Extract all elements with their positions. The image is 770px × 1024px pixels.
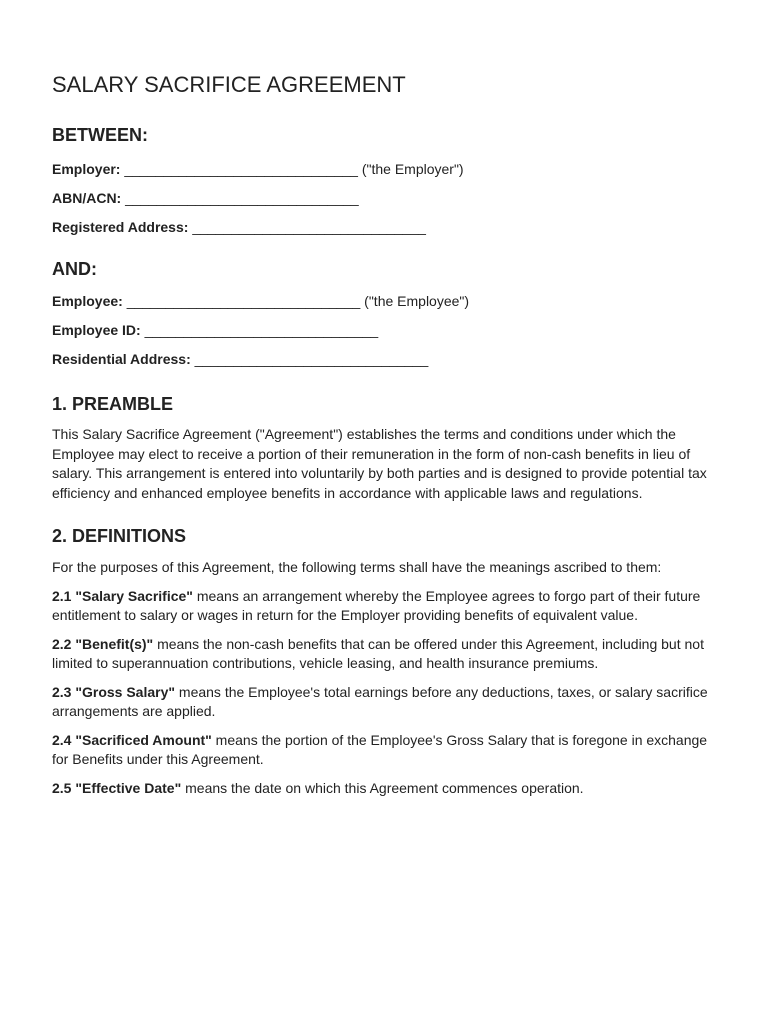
definition-item [52, 587, 722, 626]
definitions-heading: 2. DEFINITIONS [52, 526, 187, 546]
definitions-intro: For the purposes of this Agreement, the following terms shall have the meanings ascribed to them: [52, 559, 662, 575]
employee-id-label: Employee ID: [52, 322, 141, 338]
between-heading: BETWEEN: [52, 125, 148, 145]
document-title: SALARY SACRIFICE AGREEMENT [52, 72, 406, 97]
definition-item [52, 683, 722, 722]
definition-term: 2.4 "Sacrificed Amount" [52, 731, 212, 748]
definition-item [52, 779, 722, 799]
abn-value: ______________________________ [125, 190, 359, 206]
employee-value: ______________________________ ("the Employee") [126, 293, 470, 309]
definition-text: means the portion of the Employee's Gross Salary that is foregone in exchange for Benefits under this Agreement. [52, 731, 708, 767]
abn-field [52, 189, 722, 207]
residential-address-field [52, 350, 722, 368]
registered-address-value: ______________________________ [192, 219, 426, 235]
registered-address-label: Registered Address: [52, 219, 189, 235]
employer-field [52, 160, 722, 178]
employer-label: Employer: [52, 161, 121, 177]
employee-label: Employee: [52, 293, 123, 309]
definition-term: 2.3 "Gross Salary" [52, 683, 176, 700]
registered-address-field [52, 218, 722, 236]
definition-text: means the Employee's total earnings before any deductions, taxes, or salary sacrifice arrangements are applied. [52, 683, 708, 719]
definition-item [52, 731, 722, 770]
employee-id-value: ______________________________ [144, 322, 379, 338]
definition-text: means the date on which this Agreement commences operation. [181, 779, 584, 796]
preamble-heading: 1. PREAMBLE [52, 394, 174, 414]
preamble-text: This Salary Sacrifice Agreement ("Agreement") establishes the terms and conditions under which the Employee may elect to receive a portion of their remuneration in the form of non-cash benefits in lieu of salary. This arrangement is entered into voluntarily by both parties and is designed to provide potential tax efficiency and enhanced employee benefits in accordance with applicable laws and regulations. [52, 426, 707, 501]
definition-text: means an arrangement whereby the Employee agrees to forgo part of their future entitlement to salary or wages in return for the Employer providing benefits of equivalent value. [52, 587, 701, 623]
definition-term: 2.5 "Effective Date" [52, 779, 182, 796]
employee-id-field [52, 321, 722, 339]
employee-field [52, 292, 722, 310]
employer-value: ______________________________ ("the Employer") [124, 161, 464, 177]
definition-term: 2.1 "Salary Sacrifice" [52, 587, 193, 604]
document-body [52, 70, 722, 798]
residential-address-value: ______________________________ [194, 351, 429, 367]
and-heading: AND: [52, 259, 97, 279]
definition-item [52, 635, 722, 674]
definition-term: 2.2 "Benefit(s)" [52, 635, 154, 652]
residential-address-label: Residential Address: [52, 351, 191, 367]
abn-label: ABN/ACN: [52, 190, 122, 206]
definition-text: means the non-cash benefits that can be offered under this Agreement, including but not limited to superannuation contributions, vehicle leasing, and health insurance premiums. [52, 635, 704, 671]
